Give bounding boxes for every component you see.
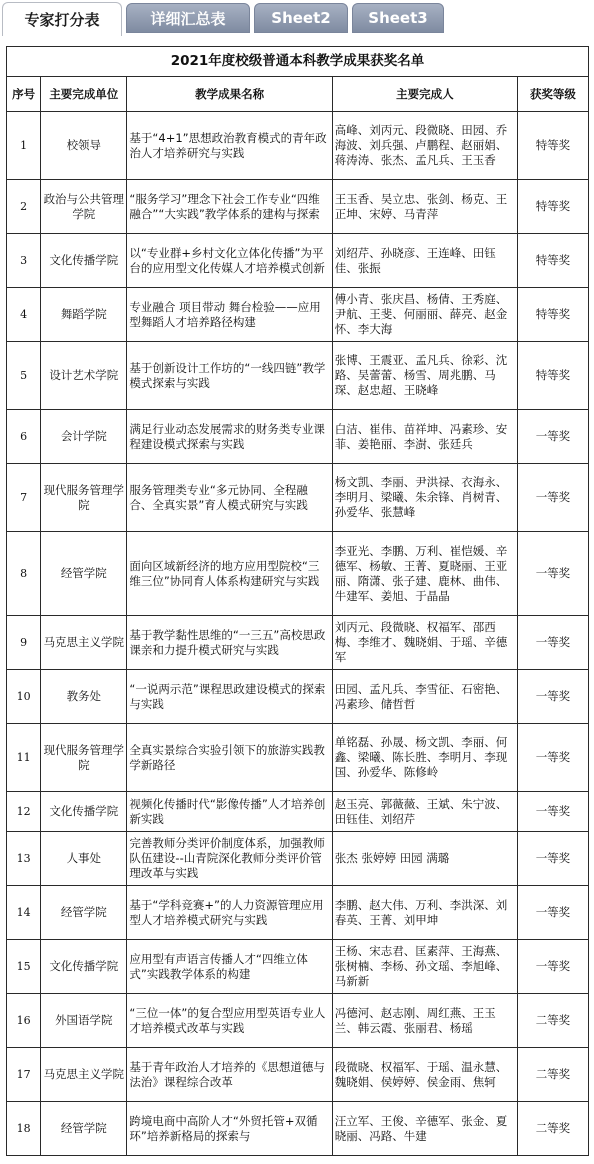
- cell-name[interactable]: 跨境电商中高阶人才“外贸托管+双循环”培养新格局的探索与: [127, 1102, 332, 1156]
- cell-people[interactable]: 冯德河、赵志刚、周红燕、王玉兰、韩云霞、张丽君、杨瑶: [332, 994, 517, 1048]
- header-people[interactable]: 主要完成人: [332, 77, 517, 112]
- cell-unit[interactable]: 文化传播学院: [41, 792, 127, 832]
- cell-people[interactable]: 汪立军、王俊、辛德军、张金、夏晓丽、冯路、牛建: [332, 1102, 517, 1156]
- table-row: [7, 288, 589, 342]
- cell-people[interactable]: 段微晓、权福军、于瑶、温永慧、魏晓娟、侯婷婷、侯金雨、焦轲: [332, 1048, 517, 1102]
- cell-no[interactable]: 3: [7, 234, 41, 288]
- cell-no[interactable]: 8: [7, 532, 41, 616]
- cell-name[interactable]: 全真实景综合实验引领下的旅游实践教学新路径: [127, 724, 332, 792]
- cell-no[interactable]: 2: [7, 180, 41, 234]
- cell-name[interactable]: 专业融合 项目带动 舞台检验——应用型舞蹈人才培养路径构建: [127, 288, 332, 342]
- header-row: [7, 77, 589, 112]
- tab-sheet2[interactable]: Sheet2: [254, 3, 348, 33]
- cell-name[interactable]: 基于青年政治人才培养的《思想道德与法治》课程综合改革: [127, 1048, 332, 1102]
- cell-no[interactable]: 1: [7, 112, 41, 180]
- tab-sheet3[interactable]: Sheet3: [352, 3, 444, 33]
- cell-level[interactable]: 特等奖: [517, 234, 588, 288]
- cell-unit[interactable]: 政治与公共管理学院: [41, 180, 127, 234]
- header-unit[interactable]: 主要完成单位: [41, 77, 127, 112]
- award-table: [6, 46, 589, 1156]
- cell-no[interactable]: 15: [7, 940, 41, 994]
- cell-name[interactable]: 基于“4+1”思想政治教育模式的青年政治人才培养研究与实践: [127, 112, 332, 180]
- table-row: [7, 410, 589, 464]
- cell-no[interactable]: 18: [7, 1102, 41, 1156]
- cell-name[interactable]: “一说两示范”课程思政建设模式的探索与实践: [127, 670, 332, 724]
- cell-name[interactable]: 完善教师分类评价制度体系，加强教师队伍建设--山青院深化教师分类评价管理改革与实践: [127, 832, 332, 886]
- cell-no[interactable]: 17: [7, 1048, 41, 1102]
- cell-people[interactable]: 白洁、崔伟、苗祥坤、冯素珍、安菲、姜艳丽、李澍、张廷兵: [332, 410, 517, 464]
- cell-name[interactable]: 基于“学科竞赛+”的人力资源管理应用型人才培养模式研究与实践: [127, 886, 332, 940]
- table-row: [7, 1102, 589, 1156]
- cell-level[interactable]: 一等奖: [517, 792, 588, 832]
- cell-name[interactable]: 视频化传播时代“影像传播”人才培养创新实践: [127, 792, 332, 832]
- cell-level[interactable]: 一等奖: [517, 410, 588, 464]
- cell-unit[interactable]: 现代服务管理学院: [41, 724, 127, 792]
- cell-people[interactable]: 张杰 张婷婷 田园 满璐: [332, 832, 517, 886]
- table-row: [7, 994, 589, 1048]
- cell-level[interactable]: 一等奖: [517, 464, 588, 532]
- cell-people[interactable]: 赵玉亮、郭薇薇、王斌、朱宁波、田钰佳、刘绍芹: [332, 792, 517, 832]
- cell-name[interactable]: 基于创新设计工作坊的“一线四链”教学模式探索与实践: [127, 342, 332, 410]
- cell-unit[interactable]: 经管学院: [41, 886, 127, 940]
- table-row: [7, 180, 589, 234]
- cell-people[interactable]: 田园、孟凡兵、李雪征、石密艳、冯素珍、储哲哲: [332, 670, 517, 724]
- cell-unit[interactable]: 设计艺术学院: [41, 342, 127, 410]
- table-row: [7, 724, 589, 792]
- sheet-tab-bar: [0, 0, 594, 38]
- cell-unit[interactable]: 文化传播学院: [41, 234, 127, 288]
- cell-name[interactable]: 应用型有声语言传播人才“四维立体式”实践教学体系的构建: [127, 940, 332, 994]
- cell-level[interactable]: 二等奖: [517, 994, 588, 1048]
- cell-people[interactable]: 张博、王震亚、孟凡兵、徐彩、沈路、吴蕾蕾、杨雪、周兆鹏、马琛、赵忠超、王晓峰: [332, 342, 517, 410]
- cell-no[interactable]: 6: [7, 410, 41, 464]
- table-row: [7, 940, 589, 994]
- cell-no[interactable]: 4: [7, 288, 41, 342]
- cell-level[interactable]: 一等奖: [517, 616, 588, 670]
- cell-level[interactable]: 二等奖: [517, 1048, 588, 1102]
- table-row: [7, 112, 589, 180]
- cell-name[interactable]: 服务管理类专业“多元协同、全程融合、全真实景”育人模式研究与实践: [127, 464, 332, 532]
- cell-unit[interactable]: 现代服务管理学院: [41, 464, 127, 532]
- cell-unit[interactable]: 文化传播学院: [41, 940, 127, 994]
- cell-name[interactable]: “服务学习”理念下社会工作专业“四维融合”“大实践”教学体系的建构与探索: [127, 180, 332, 234]
- cell-no[interactable]: 11: [7, 724, 41, 792]
- cell-people[interactable]: 刘丙元、段微晓、权福军、邵西梅、李维才、魏晓娟、于瑶、辛德军: [332, 616, 517, 670]
- table-row: [7, 616, 589, 670]
- cell-people[interactable]: 高峰、刘丙元、段微晓、田园、乔海波、刘兵强、卢鹏程、赵丽娟、蒋涛涛、张杰、孟凡兵、王玉香: [332, 112, 517, 180]
- cell-no[interactable]: 9: [7, 616, 41, 670]
- cell-unit[interactable]: 舞蹈学院: [41, 288, 127, 342]
- table-row: [7, 342, 589, 410]
- cell-level[interactable]: 二等奖: [517, 1102, 588, 1156]
- cell-no[interactable]: 5: [7, 342, 41, 410]
- cell-name[interactable]: 以“专业群+乡村文化立体化传播”为平台的应用型文化传媒人才培养模式创新: [127, 234, 332, 288]
- cell-people[interactable]: 单铭磊、孙晟、杨文凯、李丽、何鑫、梁曦、陈长胜、李明月、李现国、孙爱华、陈修岭: [332, 724, 517, 792]
- cell-unit[interactable]: 校领导: [41, 112, 127, 180]
- cell-people[interactable]: 杨文凯、李丽、尹洪禄、衣海永、李明月、梁曦、朱余锋、肖树青、孙爱华、张慧峰: [332, 464, 517, 532]
- cell-people[interactable]: 王杨、宋志君、匡素萍、王海燕、张树楠、李杨、孙文瑶、李旭峰、马新新: [332, 940, 517, 994]
- cell-level[interactable]: 一等奖: [517, 940, 588, 994]
- cell-unit[interactable]: 经管学院: [41, 1102, 127, 1156]
- cell-level[interactable]: 特等奖: [517, 288, 588, 342]
- table-row: [7, 832, 589, 886]
- cell-no[interactable]: 16: [7, 994, 41, 1048]
- header-name[interactable]: 教学成果名称: [127, 77, 332, 112]
- cell-level[interactable]: 一等奖: [517, 886, 588, 940]
- cell-unit[interactable]: 会计学院: [41, 410, 127, 464]
- cell-unit[interactable]: 马克思主义学院: [41, 1048, 127, 1102]
- table-row: [7, 1048, 589, 1102]
- cell-no[interactable]: 7: [7, 464, 41, 532]
- table-title[interactable]: 2021年度校级普通本科教学成果获奖名单: [7, 47, 589, 77]
- tab-detail-summary[interactable]: 详细汇总表: [126, 3, 250, 33]
- cell-no[interactable]: 10: [7, 670, 41, 724]
- cell-level[interactable]: 一等奖: [517, 670, 588, 724]
- cell-people[interactable]: 李亚光、李鹏、万利、崔恺媛、辛德军、杨敏、王菁、夏晓丽、王亚丽、隋潇、张子建、鹿林、曲伟、牛建军、姜旭、于晶晶: [332, 532, 517, 616]
- cell-level[interactable]: 特等奖: [517, 112, 588, 180]
- cell-people[interactable]: 王玉香、吴立忠、张剑、杨克、王正坤、宋婷、马青萍: [332, 180, 517, 234]
- cell-no[interactable]: 13: [7, 832, 41, 886]
- cell-level[interactable]: 特等奖: [517, 342, 588, 410]
- cell-unit[interactable]: 人事处: [41, 832, 127, 886]
- cell-people[interactable]: 李鹏、赵大伟、万利、李洪深、刘春英、王菁、刘甲坤: [332, 886, 517, 940]
- cell-level[interactable]: 一等奖: [517, 832, 588, 886]
- table-row: [7, 792, 589, 832]
- cell-unit[interactable]: 外国语学院: [41, 994, 127, 1048]
- cell-unit[interactable]: 经管学院: [41, 532, 127, 616]
- table-row: [7, 670, 589, 724]
- spreadsheet-area[interactable]: [6, 46, 589, 1164]
- cell-name[interactable]: 满足行业动态发展需求的财务类专业课程建设模式探索与实践: [127, 410, 332, 464]
- header-level[interactable]: 获奖等级: [517, 77, 588, 112]
- tab-expert-score[interactable]: 专家打分表: [2, 2, 122, 36]
- cell-no[interactable]: 14: [7, 886, 41, 940]
- cell-level[interactable]: 特等奖: [517, 180, 588, 234]
- table-row: [7, 532, 589, 616]
- cell-unit[interactable]: 马克思主义学院: [41, 616, 127, 670]
- table-row: [7, 886, 589, 940]
- cell-people[interactable]: 刘绍芹、孙晓彦、王连峰、田钰佳、张振: [332, 234, 517, 288]
- cell-name[interactable]: 基于教学黏性思维的“一三五”高校思政课亲和力提升模式研究与实践: [127, 616, 332, 670]
- cell-unit[interactable]: 教务处: [41, 670, 127, 724]
- table-row: [7, 234, 589, 288]
- cell-level[interactable]: 一等奖: [517, 532, 588, 616]
- cell-no[interactable]: 12: [7, 792, 41, 832]
- header-no[interactable]: 序号: [7, 77, 41, 112]
- cell-name[interactable]: “三位一体”的复合型应用型英语专业人才培养模式改革与实践: [127, 994, 332, 1048]
- cell-people[interactable]: 傅小青、张庆昌、杨倩、王秀庭、尹航、王斐、何丽丽、薛亮、赵金怀、李大海: [332, 288, 517, 342]
- cell-name[interactable]: 面向区域新经济的地方应用型院校“三维三位”协同育人体系构建研究与实践: [127, 532, 332, 616]
- table-row: [7, 464, 589, 532]
- cell-level[interactable]: 一等奖: [517, 724, 588, 792]
